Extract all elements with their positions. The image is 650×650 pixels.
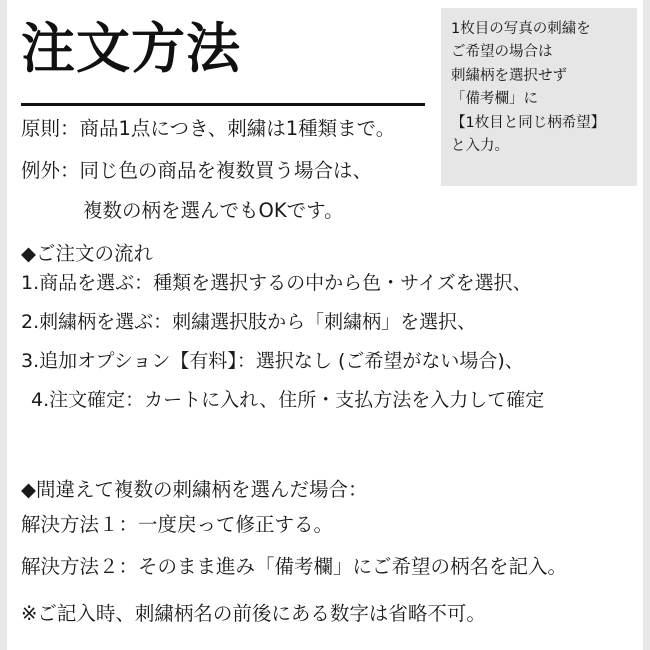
mistake-solution-1: 解決方法１：一度戻って修正する。: [21, 513, 334, 536]
title-underline: [21, 103, 425, 106]
exception-continued-text: 複数の柄を選んでもOKです。: [83, 199, 344, 222]
exception-text: 例外：同じ色の商品を複数買う場合は、: [21, 159, 373, 182]
note-line-3: 刺繍柄を選択せず: [451, 67, 567, 84]
page-inner: [7, 0, 643, 650]
order-flow-list: [21, 274, 641, 430]
principle-text: 原則：商品1点につき、刺繍は1種類まで。: [21, 117, 396, 140]
note-line-5: 【1枚目と同じ柄希望】: [451, 114, 606, 131]
mistake-footnote: ※ご記入時、刺繍柄名の前後にある数字は省略不可。: [21, 602, 486, 625]
note-line-2: ご希望の場合は: [451, 44, 553, 61]
order-flow-heading: ◆ご注文の流れ: [21, 242, 153, 265]
flow-step-3: 3.追加オプション【有料】：選択なし (ご希望がない場合)、: [21, 350, 524, 372]
note-box: [441, 8, 637, 186]
page-title: 注文方法: [21, 17, 241, 80]
note-line-4: 「備考欄」に: [451, 91, 538, 108]
note-line-6: と入力。: [451, 138, 509, 155]
flow-step-4: 4.注文確定：カートに入れ、住所・支払方法を入力して確定: [31, 389, 545, 411]
flow-step-1: 1.商品を選ぶ：種類を選択するの中から色・サイズを選択、: [21, 272, 532, 294]
flow-step-2: 2.刺繍柄を選ぶ：刺繍選択肢から「刺繍柄」を選択、: [21, 311, 477, 333]
mistake-heading: ◆間違えて複数の刺繍柄を選んだ場合：: [21, 478, 368, 501]
mistake-solution-2: 解決方法２：そのまま進み「備考欄」にご希望の柄名を記入。: [21, 554, 568, 578]
note-line-1: 1枚目の写真の刺繍を: [451, 21, 591, 37]
mistake-solution-list: [21, 515, 641, 598]
